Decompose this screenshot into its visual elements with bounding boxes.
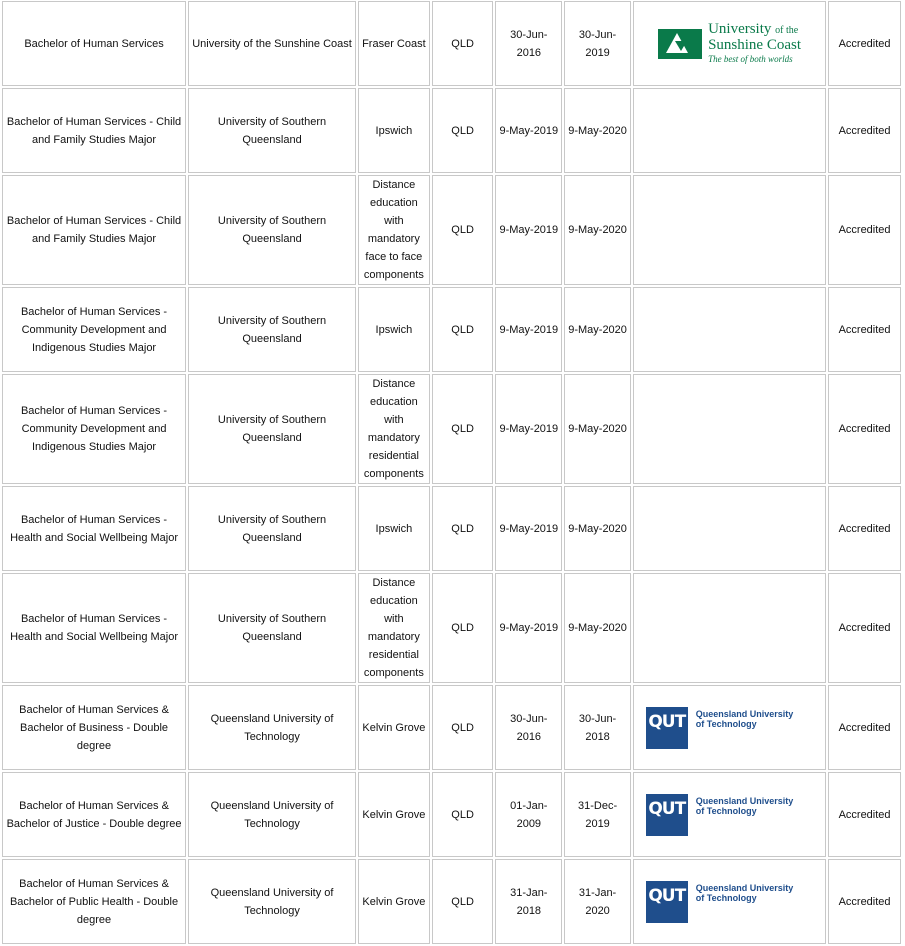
program-cell: Bachelor of Human Services - Health and Social Wellbeing Major [2, 573, 186, 683]
program-cell: Bachelor of Human Services - Community Development and Indigenous Studies Major [2, 374, 186, 484]
status-cell: Accredited [828, 685, 901, 770]
end-date-cell: 9-May-2020 [564, 573, 631, 683]
university-cell: University of Southern Queensland [188, 88, 356, 173]
logo-cell [633, 573, 826, 683]
status-cell: Accredited [828, 1, 901, 86]
start-date-cell: 30-Jun-2016 [495, 685, 562, 770]
table-body [2, 1, 901, 944]
campus-cell: Kelvin Grove [358, 772, 430, 857]
state-cell: QLD [432, 772, 494, 857]
start-date-cell: 01-Jan-2009 [495, 772, 562, 857]
qut-emblem-icon: QUT [646, 881, 688, 923]
end-date-cell: 30-Jun-2018 [564, 685, 631, 770]
end-date-cell: 9-May-2020 [564, 287, 631, 372]
university-cell: University of the Sunshine Coast [188, 1, 356, 86]
start-date-cell: 30-Jun-2016 [495, 1, 562, 86]
start-date-cell: 9-May-2019 [495, 486, 562, 571]
start-date-cell: 9-May-2019 [495, 573, 562, 683]
state-cell: QLD [432, 88, 494, 173]
qut-logo-line2: of Technology [695, 718, 757, 729]
qut-emblem-icon: QUT [646, 707, 688, 749]
campus-cell: Kelvin Grove [358, 859, 430, 944]
table-row [2, 175, 901, 285]
table-row [2, 859, 901, 944]
start-date-cell: 9-May-2019 [495, 287, 562, 372]
state-cell: QLD [432, 1, 494, 86]
usc-logo [636, 22, 823, 65]
university-cell: Queensland University of Technology [188, 772, 356, 857]
usc-logo-line2: Sunshine Coast [708, 37, 801, 53]
state-cell: QLD [432, 573, 494, 683]
state-cell: QLD [432, 175, 494, 285]
campus-cell: Distance education with mandatory residential components [358, 374, 430, 484]
program-cell: Bachelor of Human Services & Bachelor of Justice - Double degree [2, 772, 186, 857]
usc-emblem-icon [658, 29, 702, 59]
table-row [2, 573, 901, 683]
end-date-cell: 9-May-2020 [564, 175, 631, 285]
status-cell: Accredited [828, 374, 901, 484]
campus-cell: Distance education with mandatory residential components [358, 573, 430, 683]
status-cell: Accredited [828, 175, 901, 285]
logo-cell [633, 1, 826, 86]
qut-logo [633, 881, 823, 923]
state-cell: QLD [432, 859, 494, 944]
table-row [2, 88, 901, 173]
university-cell: University of Southern Queensland [188, 486, 356, 571]
university-cell: Queensland University of Technology [188, 859, 356, 944]
state-cell: QLD [432, 685, 494, 770]
status-cell: Accredited [828, 287, 901, 372]
logo-cell [633, 486, 826, 571]
qut-logo-line1: Queensland University [695, 882, 794, 893]
logo-cell [633, 287, 826, 372]
end-date-cell: 9-May-2020 [564, 486, 631, 571]
program-cell: Bachelor of Human Services & Bachelor of Business - Double degree [2, 685, 186, 770]
university-cell: Queensland University of Technology [188, 685, 356, 770]
campus-cell: Fraser Coast [358, 1, 430, 86]
logo-cell [633, 772, 826, 857]
usc-logo-line1: University [708, 21, 772, 37]
program-cell: Bachelor of Human Services - Health and Social Wellbeing Major [2, 486, 186, 571]
status-cell: Accredited [828, 859, 901, 944]
qut-logo [633, 707, 823, 749]
qut-logo-line2: of Technology [695, 892, 757, 903]
logo-cell [633, 88, 826, 173]
program-cell: Bachelor of Human Services [2, 1, 186, 86]
start-date-cell: 9-May-2019 [495, 374, 562, 484]
status-cell: Accredited [828, 486, 901, 571]
table-row [2, 374, 901, 484]
state-cell: QLD [432, 374, 494, 484]
program-cell: Bachelor of Human Services - Child and Family Studies Major [2, 88, 186, 173]
table-row [2, 486, 901, 571]
state-cell: QLD [432, 287, 494, 372]
end-date-cell: 9-May-2020 [564, 374, 631, 484]
campus-cell: Kelvin Grove [358, 685, 430, 770]
qut-logo-line1: Queensland University [695, 795, 794, 806]
campus-cell: Ipswich [358, 287, 430, 372]
logo-cell [633, 685, 826, 770]
program-cell: Bachelor of Human Services & Bachelor of Public Health - Double degree [2, 859, 186, 944]
end-date-cell: 31-Jan-2020 [564, 859, 631, 944]
qut-logo [633, 794, 823, 836]
status-cell: Accredited [828, 772, 901, 857]
table-row [2, 685, 901, 770]
logo-cell [633, 859, 826, 944]
campus-cell: Distance education with mandatory face to face components [358, 175, 430, 285]
table-row [2, 287, 901, 372]
qut-emblem-icon: QUT [646, 794, 688, 836]
status-cell: Accredited [828, 573, 901, 683]
end-date-cell: 31-Dec-2019 [564, 772, 631, 857]
status-cell: Accredited [828, 88, 901, 173]
campus-cell: Ipswich [358, 486, 430, 571]
university-cell: University of Southern Queensland [188, 374, 356, 484]
end-date-cell: 30-Jun-2019 [564, 1, 631, 86]
program-cell: Bachelor of Human Services - Community Development and Indigenous Studies Major [2, 287, 186, 372]
start-date-cell: 31-Jan-2018 [495, 859, 562, 944]
start-date-cell: 9-May-2019 [495, 175, 562, 285]
logo-cell [633, 374, 826, 484]
state-cell: QLD [432, 486, 494, 571]
usc-logo-line1-small: of the [775, 25, 799, 36]
table-row [2, 772, 901, 857]
end-date-cell: 9-May-2020 [564, 88, 631, 173]
program-cell: Bachelor of Human Services - Child and Family Studies Major [2, 175, 186, 285]
university-cell: University of Southern Queensland [188, 573, 356, 683]
table-row [2, 1, 901, 86]
university-cell: University of Southern Queensland [188, 175, 356, 285]
usc-logo-tagline: The best of both worlds [708, 54, 793, 64]
logo-cell [633, 175, 826, 285]
qut-logo-line2: of Technology [695, 805, 757, 816]
university-cell: University of Southern Queensland [188, 287, 356, 372]
qut-logo-line1: Queensland University [695, 708, 794, 719]
campus-cell: Ipswich [358, 88, 430, 173]
start-date-cell: 9-May-2019 [495, 88, 562, 173]
